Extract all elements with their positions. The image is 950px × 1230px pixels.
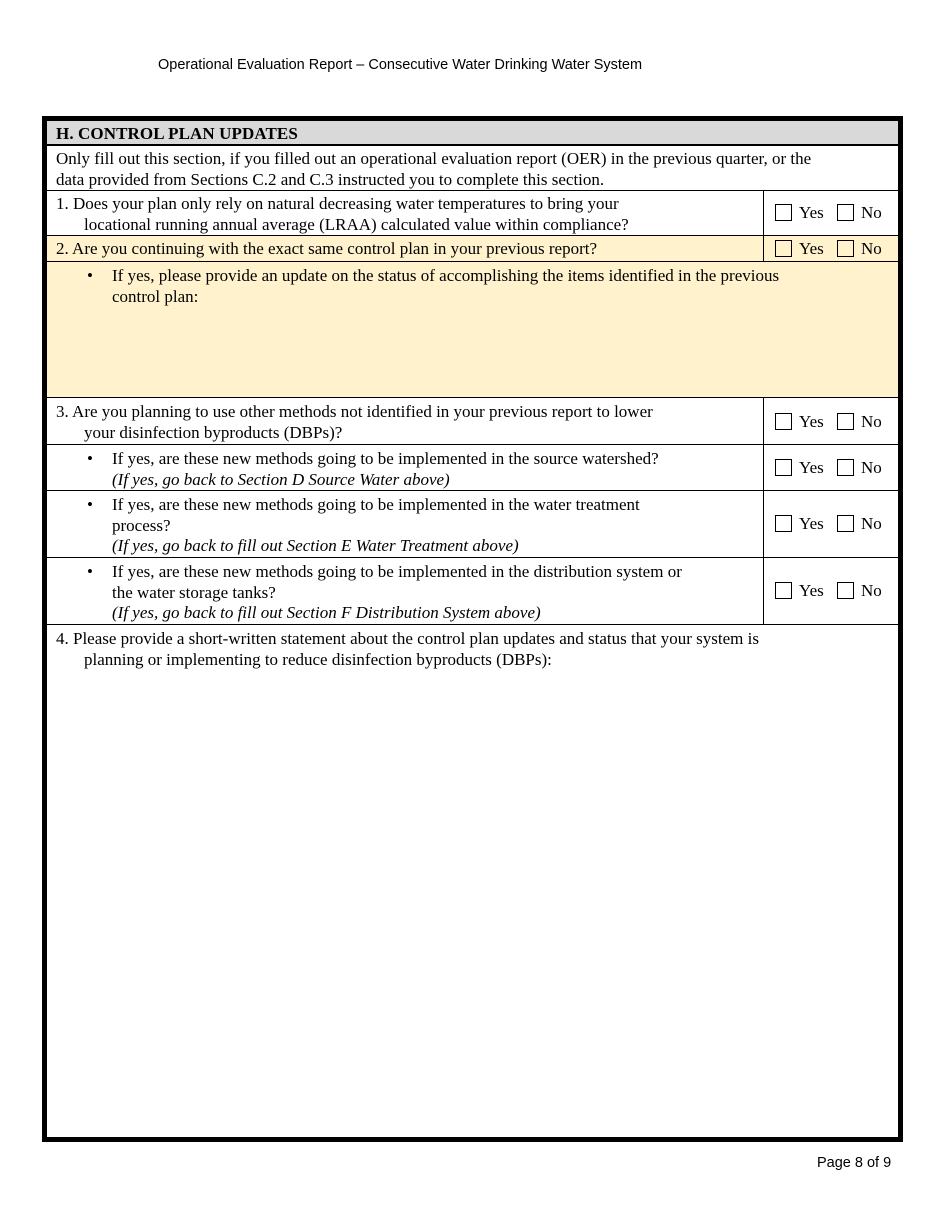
section-title-bar <box>47 121 898 146</box>
page-header: Operational Evaluation Report – Consecutive Water Drinking Water System <box>158 57 643 73</box>
question-2-bullet-line-2: control plan: <box>112 287 199 306</box>
question-1-yes-checkbox[interactable] <box>775 204 792 221</box>
bullet-icon: • <box>87 495 93 514</box>
question-3-row <box>47 398 898 445</box>
column-divider <box>763 491 764 557</box>
question-4-line-1: 4. Please provide a short-written statement about the control plan updates and status that your system is <box>56 629 759 648</box>
question-2-yes-label: Yes <box>799 239 824 258</box>
water-treatment-question-line-1: If yes, are these new methods going to be implemented in the water treatment <box>112 495 640 514</box>
source-watershed-question: If yes, are these new methods going to be implemented in the source watershed? <box>112 449 659 468</box>
water-treatment-yes-checkbox[interactable] <box>775 515 792 532</box>
water-treatment-note: (If yes, go back to fill out Section E Water Treatment above) <box>112 536 519 555</box>
distribution-question-line-1: If yes, are these new methods going to be implemented in the distribution system or <box>112 562 682 581</box>
bullet-icon: • <box>87 562 93 581</box>
question-1-no-label: No <box>861 203 882 222</box>
distribution-note: (If yes, go back to fill out Section F Distribution System above) <box>112 603 541 622</box>
question-3-yes-label: Yes <box>799 412 824 431</box>
question-2-yes-checkbox[interactable] <box>775 240 792 257</box>
question-3-source-watershed-row <box>47 445 898 491</box>
water-treatment-yes-label: Yes <box>799 514 824 533</box>
question-2-no-checkbox[interactable] <box>837 240 854 257</box>
distribution-no-checkbox[interactable] <box>837 582 854 599</box>
source-watershed-no-checkbox[interactable] <box>837 459 854 476</box>
control-plan-section <box>42 116 903 1142</box>
question-1-line-2: locational running annual average (LRAA) calculated value within compliance? <box>84 215 629 234</box>
question-2-no-label: No <box>861 239 882 258</box>
column-divider <box>763 445 764 490</box>
question-3-line-2: your disinfection byproducts (DBPs)? <box>84 423 343 442</box>
water-treatment-answer <box>773 513 893 535</box>
question-3-no-label: No <box>861 412 882 431</box>
bullet-icon: • <box>87 266 93 285</box>
distribution-answer <box>773 580 893 602</box>
source-watershed-yes-checkbox[interactable] <box>775 459 792 476</box>
water-treatment-no-label: No <box>861 514 882 533</box>
distribution-yes-checkbox[interactable] <box>775 582 792 599</box>
question-3-no-checkbox[interactable] <box>837 413 854 430</box>
column-divider <box>763 236 764 261</box>
question-2-answer <box>773 238 893 260</box>
distribution-no-label: No <box>861 581 882 600</box>
question-2-update-area[interactable] <box>47 262 898 398</box>
water-treatment-question-line-2: process? <box>112 516 171 535</box>
question-1-no-checkbox[interactable] <box>837 204 854 221</box>
intro-row <box>47 146 898 191</box>
section-title: H. CONTROL PLAN UPDATES <box>56 124 298 143</box>
question-3-answer <box>773 411 893 433</box>
question-4-statement-area[interactable] <box>47 625 898 1137</box>
intro-line-1: Only fill out this section, if you filled out an operational evaluation report (OER) in the previous quarter, or the <box>56 149 812 168</box>
distribution-question-line-2: the water storage tanks? <box>112 583 276 602</box>
bullet-icon: • <box>87 449 93 468</box>
source-watershed-yes-label: Yes <box>799 458 824 477</box>
intro-line-2: data provided from Sections C.2 and C.3 instructed you to complete this section. <box>56 170 605 189</box>
source-watershed-no-label: No <box>861 458 882 477</box>
question-4-line-2: planning or implementing to reduce disinfection byproducts (DBPs): <box>84 650 552 669</box>
question-3-line-1: 3. Are you planning to use other methods not identified in your previous report to lower <box>56 402 653 421</box>
question-1-yes-label: Yes <box>799 203 824 222</box>
distribution-yes-label: Yes <box>799 581 824 600</box>
question-1-line-1: 1. Does your plan only rely on natural decreasing water temperatures to bring your <box>56 194 619 213</box>
question-2-bullet-line-1: If yes, please provide an update on the status of accomplishing the items identified in the previous <box>112 266 780 285</box>
column-divider <box>763 558 764 624</box>
column-divider <box>763 398 764 444</box>
question-2-text: 2. Are you continuing with the exact same control plan in your previous report? <box>56 239 598 258</box>
water-treatment-no-checkbox[interactable] <box>837 515 854 532</box>
question-3-water-treatment-row <box>47 491 898 558</box>
question-2-row <box>47 236 898 262</box>
question-1-answer <box>773 202 893 224</box>
question-3-yes-checkbox[interactable] <box>775 413 792 430</box>
source-watershed-note: (If yes, go back to Section D Source Water above) <box>112 470 450 489</box>
source-watershed-answer <box>773 457 893 479</box>
question-1-row <box>47 191 898 236</box>
column-divider <box>763 191 764 235</box>
page-number: Page 8 of 9 <box>817 1155 892 1171</box>
question-3-distribution-row <box>47 558 898 625</box>
